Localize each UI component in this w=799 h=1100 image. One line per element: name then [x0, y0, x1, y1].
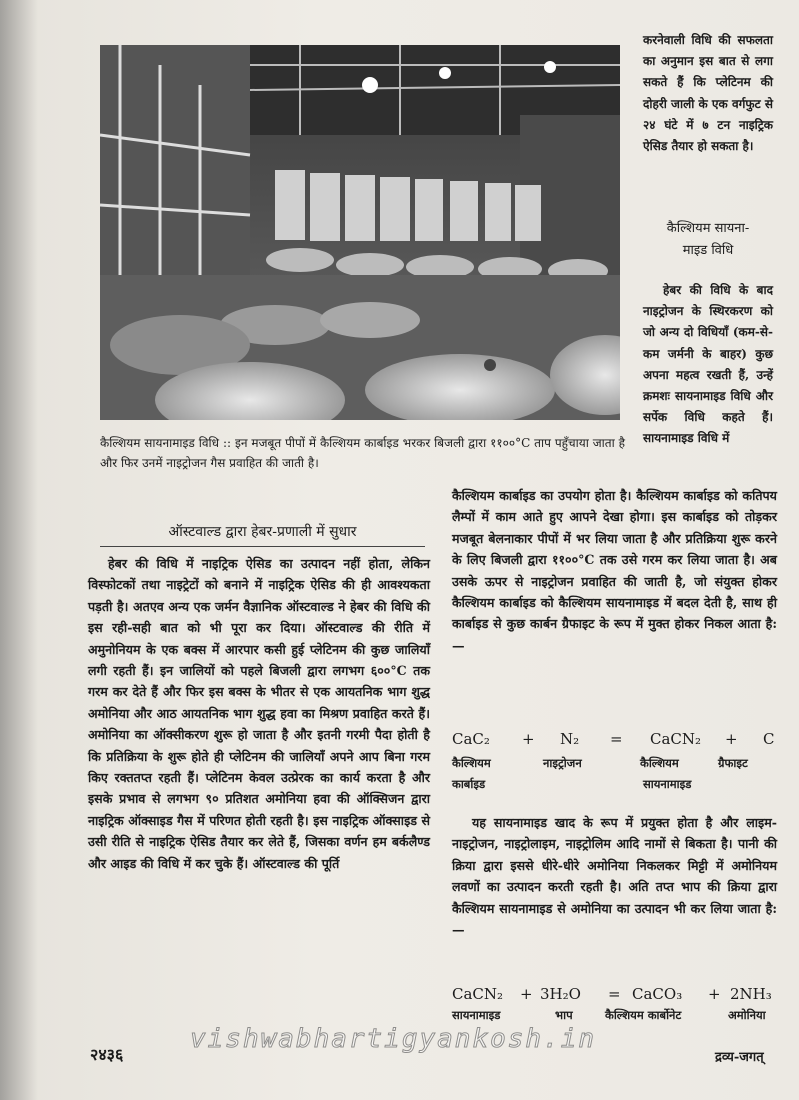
- heading-line: माइड विधि: [682, 243, 734, 258]
- eq1-term: =: [610, 730, 623, 748]
- eq1-term: +: [522, 730, 535, 748]
- eq1-term: N₂: [560, 730, 580, 748]
- paragraph: यह सायनामाइड खाद के रूप में प्रयुक्त होता है और लाइम-नाइट्रोजन, नाइट्रोलाइम, नाइट्रोलिम आदि नामों से बिकता है। पानी की क्रिया द्वारा इससे धीरे-धीरे अमोनिया निकलकर मिट्टी में अमोनियम लवणों का उत्पादन करती रहती है। अति तप्त भाप की क्रिया द्वारा कैल्शियम सायनामाइड से अमोनिया का उत्पादन भी कर लिया जाता है:—: [452, 815, 777, 938]
- eq1-label: कार्बाइड: [452, 777, 486, 791]
- eq2-label: अमोनिया: [728, 1008, 766, 1022]
- section-heading-cyanamide: [643, 218, 773, 262]
- factory-photo: [100, 45, 620, 420]
- eq2-term: 2NH₃: [730, 985, 772, 1003]
- paragraph: हेबर की विधि के बाद नाइट्रोजन के स्थिरकरण को जो अन्य दो विधियाँ (कम-से-कम जर्मनी के बाहर) कुछ अपना महत्व रखती हैं, उन्हें क्रमशः सायनामाइड विधि और सर्पेक विधि कहते हैं। सायनामाइड विधि में: [643, 283, 773, 446]
- eq1-label: कैल्शियम: [640, 756, 679, 770]
- eq2-label: कैल्शियम कार्बोनेट: [605, 1008, 682, 1022]
- right-column-top: [452, 485, 777, 656]
- watermark: vishwabhartigyankosh.in: [190, 1024, 597, 1054]
- section-heading-ostwald: ऑस्टवाल्ड द्वारा हेबर-प्रणाली में सुधार: [168, 524, 357, 540]
- page-number: २४३६: [90, 1045, 124, 1064]
- paragraph: हेबर की विधि में नाइट्रिक ऐसिड का उत्पादन नहीं होता, लेकिन विस्फोटकों तथा नाइट्रेटों को बनाने में नाइट्रिक ऐसिड की ही आवश्यकता पड़ती है। अतएव अन्य एक जर्मन वैज्ञानिक ऑस्टवाल्ड ने हेबर की विधि की इस रही-सही बात को भी पूरा कर दिया। ऑस्टवाल्ड की रीति में अमुनोनियम के एक बक्स में आरपार कसी हुई प्लेटिनम की कुछ जालियाँ लगी रहती हैं। इन जालियों को पहले बिजली द्वारा लगभग ६००°C तक गरम कर देते हैं और फिर इस बक्स के भीतर से एक आयतनिक भाग शुद्ध अमोनिया और आठ आयतनिक भाग शुद्ध हवा का मिश्रण प्रवाहित करते हैं। अमोनिया का ऑक्सीकरण शुरू हो जाता है और इतनी गरमी पैदा होती है कि प्रतिक्रिया के शुरू होते ही प्लेटिनम की जालियाँ अपने आप बिना गरम किए रक्ततप्त रहती हैं। प्लेटिनम केवल उत्प्रेरक का कार्य करता है और इसके प्रभाव से लगभग ९० प्रतिशत अमोनिया हवा की ऑक्सिजन द्वारा नाइट्रिक ऑक्साइड गैस में परिणत होती रहती है। इस नाइट्रिक ऑक्साइड से उसी रीति से नाइट्रिक ऐसिड तैयार कर लेते हैं, जिसका वर्णन हम बर्कलैण्ड और आइड की विधि में कर चुके हैं। ऑस्टवाल्ड की पूर्ति: [88, 556, 430, 871]
- paragraph: करनेवाली विधि की सफलता का अनुमान इस बात से लगा सकते हैं कि प्लेटिनम की दोहरी जाली के एक वर्गफुट से २४ घंटे में ७ टन नाइट्रिक ऐसिड तैयार हो सकता है।: [643, 33, 773, 154]
- heading-rule: [100, 546, 425, 547]
- eq1-term: +: [725, 730, 738, 748]
- eq2-term: =: [608, 985, 621, 1003]
- eq2-term: 3H₂O: [540, 985, 581, 1003]
- eq2-term: CaCO₃: [632, 985, 683, 1003]
- paragraph: कैल्शियम कार्बाइड का उपयोग होता है। कैल्शियम कार्बाइड को कतिपय लैम्पों में काम आते हुए आपने देखा होगा। इस कार्बाइड को तोड़कर मजबूत बेलनाकार पीपों में भर लिया जाता है और प्रतिक्रिया शुरू करने के लिए बिजली द्वारा ११००°C तक उसे गरम कर लिया जाता है। अब उसके ऊपर से नाइट्रोजन प्रवाहित की जाती है, जो संयुक्त होकर कैल्शियम कार्बाइड को कैल्शियम सायनामाइड में बदल देती है, साथ ही कार्बाइड से कुछ कार्बन ग्रैफाइट के रूप में मुक्त होकर निकल आता है:—: [452, 488, 777, 653]
- right-top-column: [643, 30, 773, 157]
- eq2-label: भाप: [555, 1008, 573, 1022]
- photo-caption: कैल्शियम सायनामाइड विधि :: इन मजबूत पीपों में कैल्शियम कार्बाइड भरकर बिजली द्वारा ११००°C ताप पहुँचाया जाता है और फिर उनमें नाइट्रोजन गैस प्रवाहित की जाती है।: [100, 436, 625, 470]
- binding-shadow: [0, 0, 38, 1100]
- publication-name: द्रव्य-जगत्: [715, 1050, 764, 1065]
- eq1-label: नाइट्रोजन: [543, 756, 582, 770]
- eq2-term: +: [708, 985, 721, 1003]
- eq2-label: सायनामाइड: [452, 1008, 501, 1022]
- right-column-bottom: [452, 812, 777, 940]
- right-mid-column: [643, 280, 773, 450]
- eq1-label: सायनामाइड: [643, 777, 692, 791]
- eq1-term: CaCN₂: [650, 730, 702, 748]
- eq1-label: कैल्शियम: [452, 756, 491, 770]
- eq1-term: C: [763, 730, 775, 748]
- factory-photo-drawing: [100, 45, 620, 420]
- eq2-term: +: [520, 985, 533, 1003]
- heading-line: कैल्शियम सायना-: [666, 221, 750, 236]
- left-column: [88, 553, 430, 874]
- eq2-term: CaCN₂: [452, 985, 504, 1003]
- eq1-term: CaC₂: [452, 730, 490, 748]
- eq1-label: ग्रैफाइट: [718, 756, 748, 770]
